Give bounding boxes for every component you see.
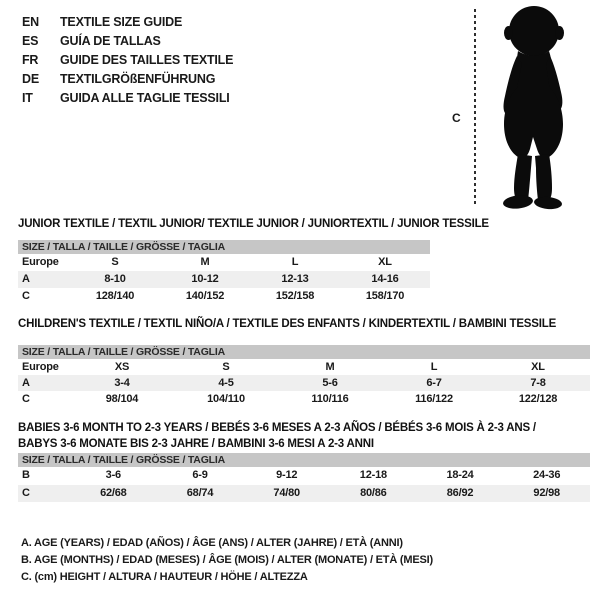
table-cell: M <box>325 361 335 373</box>
language-row <box>22 51 233 70</box>
table-row <box>18 288 430 305</box>
language-row <box>22 89 233 108</box>
table-cell: 6-7 <box>426 377 442 389</box>
table-cell: S <box>222 361 230 373</box>
junior-textile-table <box>18 218 489 305</box>
table-cell: XS <box>114 361 130 373</box>
size-header-bar: SIZE / TALLA / TAILLE / GRÖSSE / TAGLIA <box>18 453 590 467</box>
table-cell: 12-13 <box>281 273 309 285</box>
table-cell: 104/110 <box>207 393 245 405</box>
row-label: B <box>22 469 30 481</box>
table-title: BABIES 3-6 MONTH TO 2-3 YEARS / BEBÉS 3-6 MESES A 2-3 AÑOS / BÉBÉS 3-6 MOIS À 2-3 ANS / <box>18 422 536 434</box>
table-cell: XL <box>531 361 545 373</box>
row-label: A <box>22 377 30 389</box>
language-code: IT <box>22 91 33 105</box>
table-cell: 18-24 <box>446 469 474 481</box>
table-cell: 86/92 <box>446 486 474 499</box>
table-cell: 12-18 <box>359 469 387 481</box>
babies-textile-table <box>18 420 590 502</box>
language-row <box>22 70 233 89</box>
row-label: C <box>22 393 30 405</box>
table-cell: 10-12 <box>191 273 219 285</box>
language-code: DE <box>22 72 39 86</box>
table-cell: 5-6 <box>322 377 338 389</box>
language-code: ES <box>22 34 39 48</box>
table-cell: 122/128 <box>518 393 558 405</box>
row-label: A <box>22 273 30 285</box>
table-cell: 8-10 <box>104 273 126 285</box>
table-cell: 7-8 <box>530 377 546 389</box>
table-cell: XL <box>378 256 392 268</box>
language-code: FR <box>22 53 39 67</box>
language-title: GUÍA DE TALLAS <box>60 34 161 48</box>
row-label: C <box>22 290 30 302</box>
row-label: Europe <box>22 256 59 268</box>
table-cell: 74/80 <box>273 486 300 499</box>
size-header-bar: SIZE / TALLA / TAILLE / GRÖSSE / TAGLIA <box>18 240 430 254</box>
table-cell: 92/98 <box>533 486 560 499</box>
table-cell: 62/68 <box>100 486 127 499</box>
row-label: Europe <box>22 361 59 373</box>
table-cell: 152/158 <box>275 290 315 302</box>
footnotes-legend <box>21 535 433 586</box>
language-code: EN <box>22 15 39 29</box>
height-measure-dotted-line <box>474 9 476 206</box>
table-cell: 158/170 <box>365 290 405 302</box>
table-cell: 3-6 <box>105 469 121 481</box>
table-row <box>18 375 590 391</box>
table-cell: 24-36 <box>533 469 561 481</box>
table-row <box>18 485 590 503</box>
language-title: GUIDE DES TAILLES TEXTILE <box>60 53 234 67</box>
footnote-age-months: B. AGE (MONTHS) / EDAD (MESES) / ÂGE (MOIS) / ALTER (MONATE) / ETÀ (MESI) <box>21 554 433 566</box>
table-cell: 140/152 <box>185 290 225 302</box>
height-marker-label: C <box>452 111 461 125</box>
table-cell: 110/116 <box>311 393 349 405</box>
table-cell: 6-9 <box>192 469 208 481</box>
language-row <box>22 13 233 32</box>
table-cell: 128/140 <box>95 290 135 302</box>
table-cell: 98/104 <box>105 393 139 405</box>
table-cell: L <box>291 256 299 268</box>
table-title: CHILDREN'S TEXTILE / TEXTIL NIÑO/A / TEXTILE DES ENFANTS / KINDERTEXTIL / BAMBINI TESSILE <box>18 318 557 330</box>
language-title-list <box>22 13 233 108</box>
table-row <box>18 271 430 288</box>
table-cell: 4-5 <box>218 377 234 389</box>
footnote-height-cm: C. (cm) HEIGHT / ALTURA / HAUTEUR / HÖHE / ALTEZZA <box>21 571 308 583</box>
language-title: TEXTILGRÖßENFÜHRUNG <box>60 72 216 86</box>
table-cell: L <box>430 361 438 373</box>
table-cell: 80/86 <box>360 486 387 499</box>
table-cell: S <box>111 256 119 268</box>
language-row <box>22 32 233 51</box>
table-cell: 3-4 <box>114 377 130 389</box>
baby-silhouette-icon <box>488 4 578 210</box>
childrens-textile-table <box>18 318 590 407</box>
table-cell: 14-16 <box>371 273 399 285</box>
row-label: C <box>22 486 30 499</box>
table-row <box>18 254 430 271</box>
language-title: GUIDA ALLE TAGLIE TESSILI <box>60 91 230 105</box>
table-cell: 68/74 <box>186 486 214 499</box>
table-row <box>18 391 590 407</box>
table-cell: M <box>200 256 210 268</box>
table-cell: 116/122 <box>415 393 453 405</box>
size-header-bar: SIZE / TALLA / TAILLE / GRÖSSE / TAGLIA <box>18 345 590 359</box>
footnote-age-years: A. AGE (YEARS) / EDAD (AÑOS) / ÂGE (ANS) / ALTER (JAHRE) / ETÀ (ANNI) <box>21 537 403 549</box>
language-title: TEXTILE SIZE GUIDE <box>60 15 183 29</box>
table-row <box>18 359 590 375</box>
table-row <box>18 467 590 485</box>
table-title: BABYS 3-6 MONATE BIS 2-3 JAHRE / BAMBINI 3-6 MESI A 2-3 ANNI <box>18 438 374 450</box>
table-cell: 9-12 <box>276 469 298 481</box>
table-title: JUNIOR TEXTILE / TEXTIL JUNIOR/ TEXTILE JUNIOR / JUNIORTEXTIL / JUNIOR TESSILE <box>18 218 489 230</box>
